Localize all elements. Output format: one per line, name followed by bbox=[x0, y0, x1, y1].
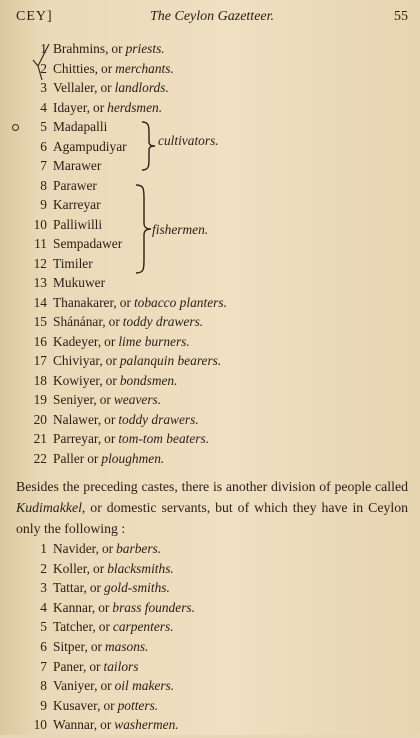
entry-or: or bbox=[93, 99, 105, 115]
entry-number: 6 bbox=[40, 138, 47, 154]
entry-or: or bbox=[111, 41, 123, 56]
entry-number: 11 bbox=[34, 236, 47, 251]
entry-name: Thanakarer, bbox=[53, 294, 117, 310]
entry-gloss: blacksmiths. bbox=[107, 560, 174, 576]
entry-name: Karreyar bbox=[53, 197, 101, 212]
entry-gloss: toddy drawers. bbox=[122, 314, 204, 329]
entry-gloss: washermen. bbox=[114, 717, 179, 733]
entry-name: Paner, bbox=[53, 658, 87, 674]
entry-name: Tattar, bbox=[53, 580, 87, 596]
entry-or: or bbox=[89, 580, 101, 596]
servant-entry bbox=[24, 714, 179, 736]
entry-number: 21 bbox=[33, 431, 47, 446]
entry-number: 8 bbox=[40, 678, 47, 694]
entry-gloss: bondsmen. bbox=[119, 372, 178, 388]
entry-gloss: tom-tom beaters. bbox=[118, 431, 210, 446]
entry-name: Paller bbox=[53, 450, 85, 466]
entry-name: Parreyar, bbox=[53, 431, 102, 446]
entry-gloss: barbers. bbox=[116, 541, 162, 556]
entry-or: or bbox=[100, 717, 112, 733]
paragraph-text-before: Besides the preceding castes, there is another division of people called bbox=[16, 479, 408, 494]
servant-list bbox=[24, 538, 404, 738]
entry-or: or bbox=[101, 60, 113, 76]
entry-number: 15 bbox=[33, 314, 47, 329]
entry-or: or bbox=[100, 678, 112, 694]
running-head: CEY] bbox=[16, 9, 53, 24]
entry-gloss: landlords. bbox=[114, 80, 169, 95]
entry-name: Vellaler, bbox=[53, 80, 98, 95]
entry-number: 18 bbox=[33, 372, 47, 388]
entry-name: Brahmins, bbox=[53, 41, 109, 56]
entry-gloss: herdsmen. bbox=[107, 99, 163, 115]
entry-name: Seniyer, bbox=[53, 392, 97, 407]
entry-or: or bbox=[105, 353, 117, 368]
entry-or: or bbox=[98, 599, 110, 615]
caste-entry bbox=[24, 448, 164, 470]
entry-gloss: merchants. bbox=[115, 60, 174, 76]
entry-number: 2 bbox=[40, 60, 47, 76]
entry-gloss: gold-smiths. bbox=[104, 580, 170, 596]
entry-name: Tatcher, bbox=[53, 619, 96, 635]
entry-number: 17 bbox=[33, 353, 47, 368]
entry-gloss: oil makers. bbox=[114, 678, 175, 694]
entry-number: 8 bbox=[40, 177, 47, 193]
caste-list bbox=[24, 38, 404, 468]
entry-number: 4 bbox=[40, 99, 47, 115]
entry-or: or bbox=[104, 411, 116, 427]
entry-name: Kannar, bbox=[53, 599, 96, 615]
entry-or: or bbox=[104, 431, 116, 446]
entry-number: 3 bbox=[40, 80, 47, 95]
entry-or: or bbox=[89, 658, 101, 674]
entry-number: 9 bbox=[40, 697, 47, 713]
entry-number: 20 bbox=[33, 411, 47, 427]
entry-number: 14 bbox=[33, 294, 47, 310]
entry-number: 9 bbox=[40, 197, 47, 212]
entry-number: 2 bbox=[40, 560, 47, 576]
entry-gloss: potters. bbox=[117, 697, 159, 713]
entry-number: 12 bbox=[33, 255, 47, 271]
entry-number: 13 bbox=[33, 275, 47, 290]
entry-or: or bbox=[108, 314, 120, 329]
entry-name: Marawer bbox=[53, 158, 102, 173]
entry-name: Vaniyer, bbox=[53, 678, 98, 694]
entry-name: Timiler bbox=[53, 255, 93, 271]
entry-number: 22 bbox=[33, 450, 47, 466]
page-title: The Ceylon Gazetteer. bbox=[149, 9, 275, 24]
entry-or: or bbox=[101, 541, 114, 556]
margin-mark bbox=[12, 124, 19, 131]
entry-gloss: carpenters. bbox=[112, 619, 174, 635]
entry-name: Palliwilli bbox=[53, 216, 103, 232]
entry-gloss: masons. bbox=[104, 639, 149, 654]
entry-or: or bbox=[99, 392, 111, 407]
entry-gloss: palanquin bearers. bbox=[119, 353, 222, 368]
entry-number: 6 bbox=[40, 639, 47, 654]
entry-or: or bbox=[100, 80, 112, 95]
entry-gloss: brass founders. bbox=[112, 599, 195, 615]
entry-gloss: lime burners. bbox=[118, 333, 190, 349]
entry-or: or bbox=[119, 294, 131, 310]
entry-name: Kadeyer, bbox=[53, 333, 102, 349]
entry-number: 16 bbox=[33, 333, 47, 349]
entry-gloss: ploughmen. bbox=[101, 450, 165, 466]
fishermen-brace bbox=[134, 183, 154, 275]
entry-name: Chitties, bbox=[53, 60, 99, 76]
entry-name: Sempadawer bbox=[53, 236, 123, 251]
entry-name: Chiviyar, bbox=[53, 353, 103, 368]
fishermen-label: fishermen. bbox=[152, 222, 209, 237]
pencil-tick-mark bbox=[30, 42, 52, 82]
kudimakkel-term: Kudimakkel, bbox=[16, 500, 86, 515]
entry-name: Agampudiyar bbox=[53, 138, 127, 154]
entry-number: 5 bbox=[40, 619, 47, 635]
entry-gloss: tailors bbox=[103, 658, 139, 674]
entry-name: Nalawer, bbox=[53, 411, 102, 427]
entry-number: 4 bbox=[40, 599, 47, 615]
entry-number: 3 bbox=[40, 580, 47, 596]
entry-name: Wannar, bbox=[53, 717, 98, 733]
entry-number: 10 bbox=[33, 216, 47, 232]
entry-number: 1 bbox=[40, 41, 47, 56]
page-header bbox=[16, 7, 408, 27]
entry-gloss: toddy drawers. bbox=[118, 411, 199, 427]
entry-name: Kowiyer, bbox=[53, 372, 103, 388]
cultivators-brace bbox=[140, 120, 158, 172]
kudimakkel-paragraph bbox=[16, 476, 408, 539]
entry-number: 7 bbox=[40, 658, 47, 674]
entry-number: 10 bbox=[33, 717, 47, 733]
entry-name: Sitper, bbox=[53, 639, 88, 654]
entry-number: 19 bbox=[33, 392, 47, 407]
entry-number: 5 bbox=[40, 119, 47, 134]
entry-name: Kusaver, bbox=[53, 697, 101, 713]
entry-or: or bbox=[98, 619, 110, 635]
entry-or: or bbox=[104, 333, 116, 349]
entry-number: 7 bbox=[40, 158, 47, 173]
entry-gloss: weavers. bbox=[113, 392, 162, 407]
cultivators-label: cultivators. bbox=[158, 133, 219, 148]
entry-name: Koller, bbox=[53, 560, 91, 576]
entry-or: or bbox=[105, 372, 117, 388]
page-number: 55 bbox=[394, 9, 408, 24]
entry-number: 1 bbox=[40, 541, 47, 556]
entry-or: or bbox=[87, 450, 99, 466]
entry-or: or bbox=[90, 639, 102, 654]
entry-name: Shánánar, bbox=[53, 314, 106, 329]
entry-name: Mukuwer bbox=[53, 275, 106, 290]
entry-or: or bbox=[93, 560, 105, 576]
entry-name: Madapalli bbox=[53, 119, 108, 134]
entry-name: Navider, bbox=[53, 541, 99, 556]
paragraph-text-after: or domestic servants, but of which they have in Ceylon only the following : bbox=[16, 500, 408, 536]
entry-gloss: tobacco planters. bbox=[133, 294, 227, 310]
entry-or: or bbox=[103, 697, 115, 713]
entry-gloss: priests. bbox=[125, 41, 165, 56]
entry-name: Parawer bbox=[53, 177, 97, 193]
entry-name: Idayer, bbox=[53, 99, 91, 115]
